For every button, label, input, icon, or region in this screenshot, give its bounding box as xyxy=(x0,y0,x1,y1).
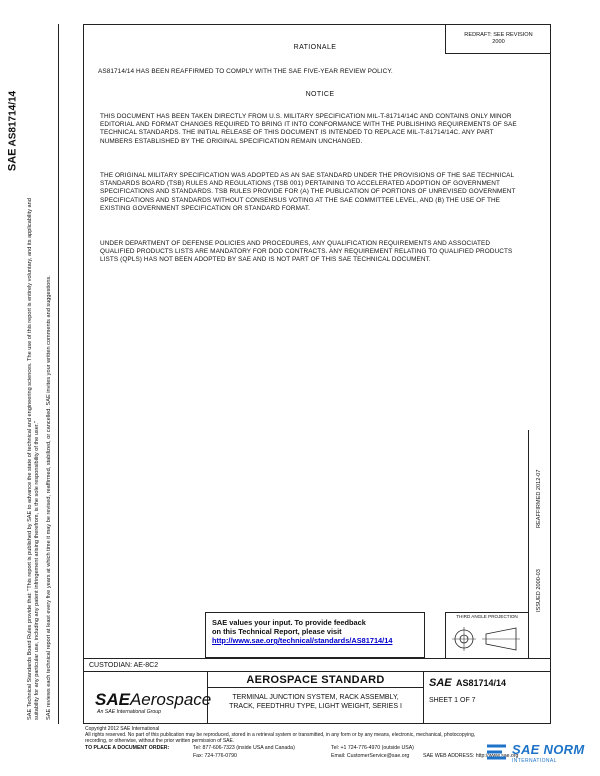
notice-paragraph-2: THE ORIGINAL MILITARY SPECIFICATION WAS ADOPTED AS AN SAE STANDARD UNDER THE PROVISIONS OF THE SAE TECHNICAL STANDARDS BOARD (TSB) RULES AND REGULATIONS (TSB 001) PERTAINING TO ACCELERATED ADOPTION OF GOVERNMENT SPECIFICATIONS AND STANDARDS. TSB RULES PROVIDE FOR (A) THE PUBLICATION OF PORTIONS OF UNREVISED GOVERNMENT SPECIFICATIONS AND STANDARDS WITHOUT CONSENSUS VOTING AT THE SAE COMMITTEE LEVEL, AND (B) THE USE OF THE EXISTING GOVERNMENT SPECIFICATION OR STANDARD FORMAT. xyxy=(100,172,516,212)
number-box-sae: SAE xyxy=(429,677,452,689)
standard-description-line-2: TRACK, FEEDTHRU TYPE, LIGHT WEIGHT, SERIES I xyxy=(229,703,402,710)
logo-sae: SAE xyxy=(95,690,130,709)
feedback-line-1: SAE values your input. To provide feedback xyxy=(212,618,366,627)
watermark-text: SAE NORM xyxy=(512,742,585,757)
standard-description-line-1: TERMINAL JUNCTION SYSTEM, RACK ASSEMBLY, xyxy=(232,694,399,701)
order-label: TO PLACE A DOCUMENT ORDER: xyxy=(85,745,170,751)
feedback-box xyxy=(205,612,425,658)
standard-description xyxy=(208,688,423,724)
order-tel: Tel: 877-606-7323 (inside USA and Canada) xyxy=(193,745,295,751)
feedback-link[interactable]: http://www.sae.org/technical/standards/AS81714/14 xyxy=(212,636,393,645)
right-vertical-rule xyxy=(528,430,529,658)
issued-label: ISSUED 2000-03 xyxy=(536,569,542,612)
logo-aerospace: Aerospace xyxy=(129,690,212,709)
watermark-subtext: INTERNATIONAL xyxy=(512,758,557,764)
projection-box xyxy=(445,612,528,658)
rationale-heading: RATIONALE xyxy=(293,44,337,51)
sae-norm-logo-icon xyxy=(484,742,510,764)
rationale-text: AS81714/14 HAS BEEN REAFFIRMED TO COMPLY WITH THE SAE FIVE-YEAR REVIEW POLICY. xyxy=(98,68,393,75)
order-tel-outside: Tel: +1 724-776-4970 (outside USA) xyxy=(331,745,414,751)
third-angle-projection-icon xyxy=(446,622,528,658)
copyright-line-1: Copyright 2012 SAE International xyxy=(85,726,160,732)
standard-title: AEROSPACE STANDARD xyxy=(208,672,423,688)
sae-aerospace-logo xyxy=(83,672,212,724)
document-number-vertical xyxy=(0,84,26,179)
number-box-number: AS81714/14 xyxy=(456,678,507,688)
side-note-tsb-rules: SAE Technical Standards Board Rules provide that: "This report is published by SAE to advance the state of technical and engineering sciences. The use of this report is entirely voluntary, and its applicability and suitability for any particular use, including any patent infringement arising therefrom, is the sole responsibility of the user." xyxy=(27,198,41,720)
web-address: SAE WEB ADDRESS: http://www.sae.org xyxy=(423,753,519,759)
custodian-row: CUSTODIAN: AE-8C2 xyxy=(83,658,551,672)
logo-subtitle: An SAE International Group xyxy=(97,709,162,715)
copyright-line-3: recording, or otherwise, without the prior written permission of SAE. xyxy=(85,738,235,745)
revision-line-2: 2000 xyxy=(492,39,505,45)
order-fax: Fax: 724-776-0790 xyxy=(193,753,237,759)
side-notes xyxy=(27,120,67,720)
notice-paragraph-3: UNDER DEPARTMENT OF DEFENSE POLICIES AND PROCEDURES, ANY QUALIFICATION REQUIREMENTS AND ASSOCIATED QUALIFIED PRODUCTS LISTS ARE MANDATORY FOR DOD CONTRACTS. ANY REQUIREMENT RELATING TO QUALIFIED PRODUCTS LISTS (QPLS) HAS NOT BEEN ADOPTED BY SAE AND IS NOT PART OF THIS SAE TECHNICAL DOCUMENT. xyxy=(100,240,513,264)
document-number-box xyxy=(423,672,551,724)
reaffirmed-label: REAFFIRMED 2012-07 xyxy=(536,469,542,528)
revision-line-1: REDRAFT: SEE REVISION xyxy=(464,32,533,38)
document-number-prefix: SAE xyxy=(6,148,19,172)
sheet-number: SHEET 1 OF 7 xyxy=(429,697,476,704)
notice-paragraph-1: THIS DOCUMENT HAS BEEN TAKEN DIRECTLY FROM U.S. MILITARY SPECIFICATION MIL-T-81714/14C AND CONTAINS ONLY MINOR EDITORIAL AND FORMAT CHANGES REQUIRED TO BRING IT INTO CONFORMANCE WITH THE PUBLISHING REQUIREMENTS OF SAE TECHNICAL STANDARDS. THE INITIAL RELEASE OF THIS DOCUMENT IS INTENDED TO REPLACE MIL-T-81714/14C. ANY PART NUMBERS ESTABLISHED BY THE ORIGINAL SPECIFICATION REMAIN UNCHANGED. xyxy=(100,113,517,145)
copyright-line-2: All rights reserved. No part of this publication may be reproduced, stored in a retrieval system or transmitted, in any form or by any means, electronic, mechanical, photocopying, xyxy=(85,732,476,739)
side-note-review: SAE reviews each technical report at least every five years at which time it may be revised, reaffirmed, stabilized, or cancelled. SAE invites your written comments and suggestions. xyxy=(45,275,52,720)
document-number: AS81714/14 xyxy=(7,90,19,147)
sae-norm-watermark xyxy=(484,742,600,768)
projection-label: THIRD ANGLE PROJECTION xyxy=(456,614,518,619)
order-email: Email: CustomerService@sae.org xyxy=(331,753,410,759)
feedback-line-2: on this Technical Report, please visit xyxy=(212,627,342,636)
revision-box xyxy=(445,24,551,54)
notice-heading: NOTICE xyxy=(305,91,335,98)
